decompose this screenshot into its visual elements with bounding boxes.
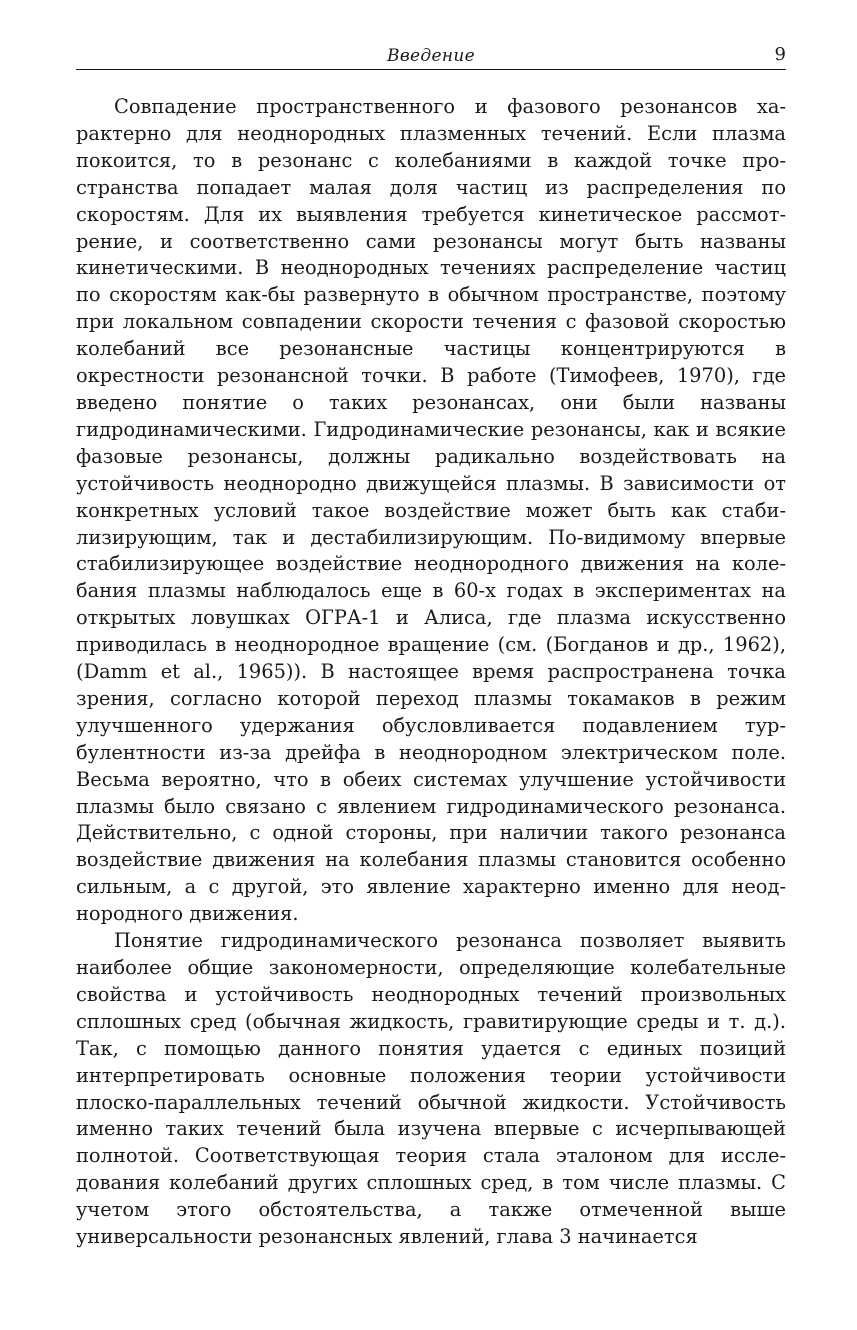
paragraph: Совпадение пространственного и фазового резонансов характерно для неоднородных плазменных течений. Если плазма покоится, то в резонанс с колебаниями в каждой точке пространства попадает малая доля частиц из распределения по скоростям. Для их выявления требуется кинетическое рассмотрение, и соответственно сами резонансы могут быть названы кинетическими. В неоднородных течениях распределение частиц по скоростям как-бы развернуто в обычном пространстве, поэтому при локальном совпадении скорости течения с фазовой скоростью колебаний все резонансные частицы концентрируются в окрестности резонансной точки. В работе (Тимофеев, 1970), где введено понятие о таких резонансах, они были названы гидродинамическими. Гидродинамические резонансы, как и всякие фазовые резонансы, должны радикально воздействовать на устойчивость неоднородно движущейся плазмы. В зависимости от конкретных условий такое воздействие может быть как стабилизирующим, так и дестабилизирующим. По-видимому впервые стабилизирующее воздействие неоднородного движения на колебания плазмы наблюдалось еще в 60-х годах в экспериментах на открытых ловушках ОГРА-1 и Алиса, где плазма искусственно приводилась в неоднородное вращение (см. (Богданов и др., 1962), (Damm et al., 1965)). В настоящее время распространена точка зрения, согласно которой переход плазмы токамаков в режим улучшенного удержания обусловливается подавлением турбулентности из-за дрейфа в неоднородном электрическом поле. Весьма вероятно, что в обеих системах улучшение устойчивости плазмы было связано с явлением гидродинамического резонанса. Действительно, с одной стороны, при наличии такого резонанса воздействие движения на колебания плазмы становится особенно сильным, а с другой, это явление характерно именно для неоднородного движения. xyxy=(76,95,786,926)
page-number: 9 xyxy=(774,44,786,65)
body-text xyxy=(76,94,786,1251)
paragraph: Понятие гидродинамического резонанса позволяет выявить наиболее общие закономерности, определяющие колебательные свойства и устойчивость неоднородных течений произвольных сплошных сред (обычная жидкость, гравитирующие среды и т. д.). Так, с помощью данного понятия удается с единых позиций интерпретировать основные положения теории устойчивости плоско-параллельных течений обычной жидкости. Устойчивость именно таких течений была изучена впервые с исчерпывающей полнотой. Соответствующая теория стала эталоном для исследования колебаний других сплошных сред, в том числе плазмы. С учетом этого обстоятельства, а также отмеченной выше универсальности резонансных явлений, глава 3 начинается xyxy=(76,929,786,1249)
running-header xyxy=(76,0,786,70)
running-title: Введение xyxy=(387,46,475,66)
book-page xyxy=(76,0,786,1251)
